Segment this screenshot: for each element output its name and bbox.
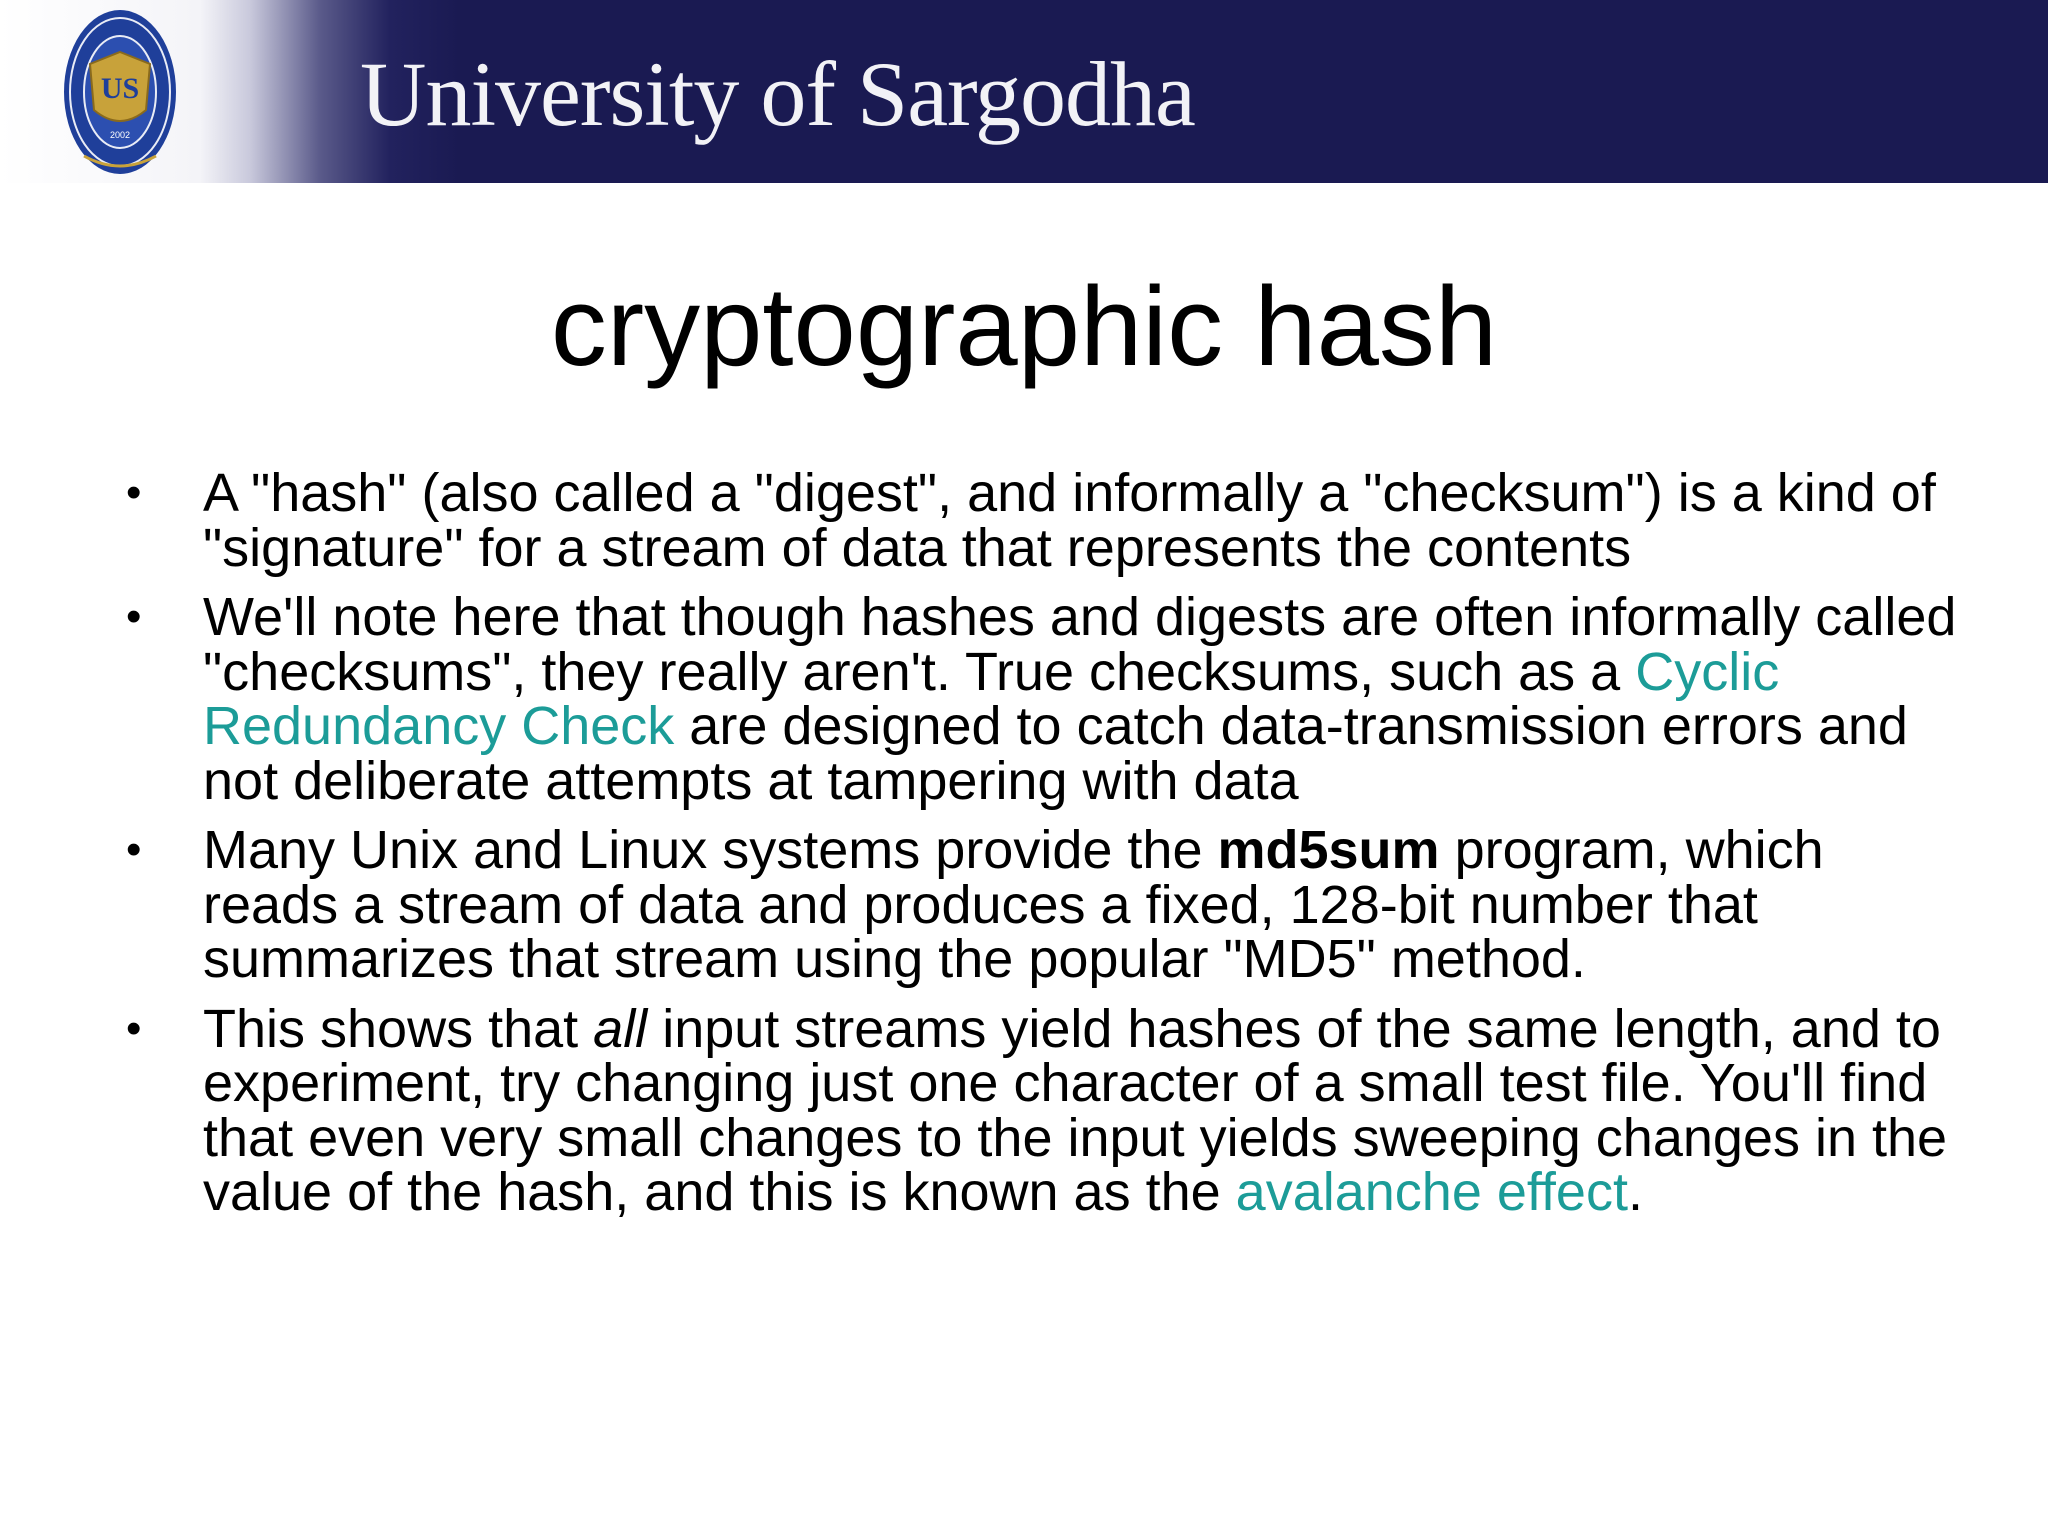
bullet-text: program, which reads a stream of data and produces a fixed, 128-bit number that summarizes that stream using the popular "MD5" method. xyxy=(203,820,1824,989)
bullet-item xyxy=(120,998,1960,1222)
university-seal-icon xyxy=(62,6,178,178)
bullet-marker: • xyxy=(126,1003,142,1053)
hyperlink[interactable]: avalanche effect xyxy=(1235,1162,1628,1222)
bullet-text: Many Unix and Linux systems provide the xyxy=(203,820,1218,880)
bullet-text: . xyxy=(1627,1162,1643,1222)
bullet-item xyxy=(120,587,1960,811)
university-logo xyxy=(62,6,178,178)
italic-text: all xyxy=(593,998,648,1059)
bullet-text: input streams yield hashes of the same length, and to experiment, try changing just one character of a small test file. You'll find that even very small changes to the input yields sweeping changes in the value of the hash, and this is known as the xyxy=(203,998,1948,1222)
bullet-marker: • xyxy=(126,825,142,874)
bullet-item xyxy=(120,820,1960,989)
bullet-item xyxy=(120,463,1960,578)
header-banner xyxy=(0,0,2048,183)
bold-text: md5sum xyxy=(1217,820,1440,880)
bullet-text: A "hash" (also called a "digest", and informally a "checksum") is a kind of "signature" for a stream of data that represents the contents xyxy=(203,463,1936,578)
bullet-text: are designed to catch data-transmission errors and not deliberate attempts at tampering with data xyxy=(203,696,1908,811)
logo-year: 2002 xyxy=(109,130,131,140)
bullet-text: This shows that xyxy=(203,998,594,1059)
bullet-marker: • xyxy=(126,592,142,641)
bullet-text: We'll note here that though hashes and digests are often informally called "checksums", they really aren't. True checksums, such as a xyxy=(203,587,1957,702)
bullet-marker: • xyxy=(126,468,142,517)
logo-monogram: US xyxy=(100,72,140,105)
slide-title: cryptographic hash xyxy=(550,264,1498,389)
bullet-list xyxy=(120,463,1960,1235)
hyperlink[interactable]: Cyclic Redundancy Check xyxy=(203,641,1780,756)
university-name: University of Sargodha xyxy=(360,43,1195,145)
